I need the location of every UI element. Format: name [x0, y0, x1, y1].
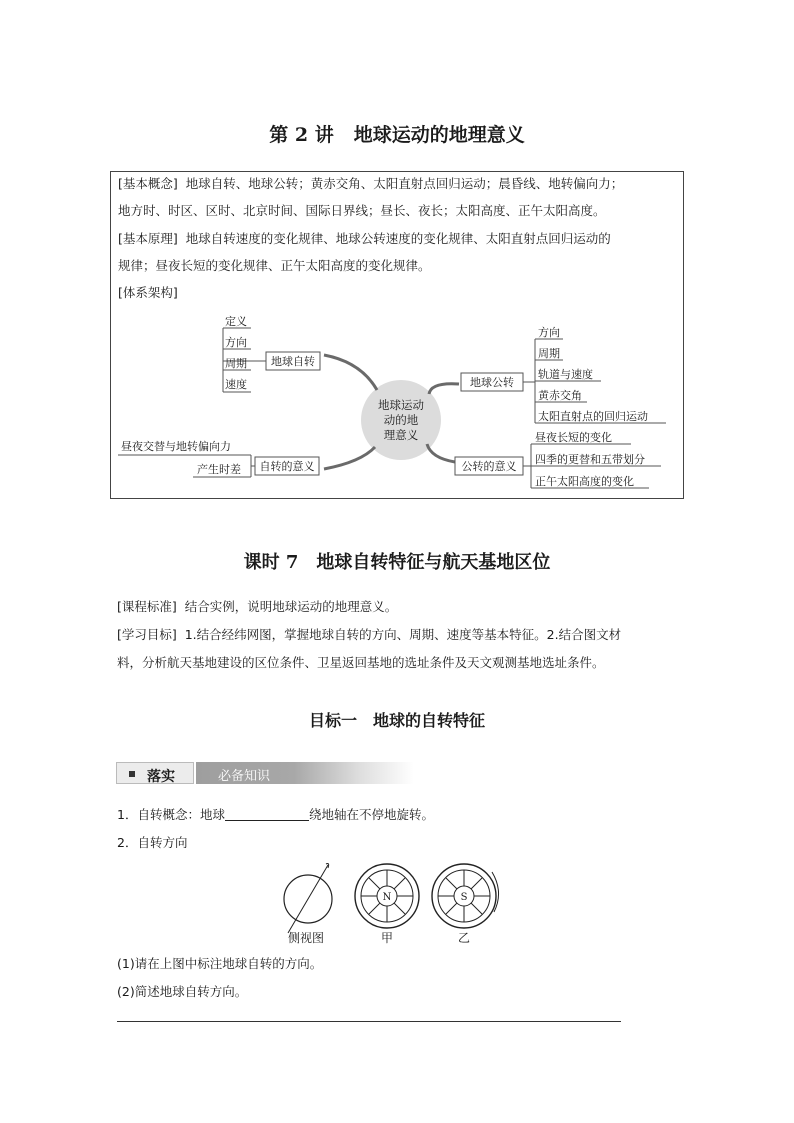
concepts-line-2: 地方时、时区、区时、北京时间、国际日界线；昼长、夜长；太阳高度、正午太阳高度。 — [118, 203, 606, 218]
mind-map — [111, 172, 685, 500]
standards-text: 结合实例，说明地球运动的地理意义。 — [184, 599, 398, 614]
banner-right — [196, 762, 414, 784]
revolution-item-obliquity: 黄赤交角 — [538, 389, 582, 402]
rotation-node-label: 地球自转 — [271, 355, 315, 368]
sub-question-1: (1)请在上图中标注地球自转的方向。 — [117, 956, 323, 971]
sub-question-2: (2)简述地球自转方向。 — [117, 984, 248, 999]
lecture-title — [0, 120, 794, 147]
principles-line-2: 规律；昼夜长短的变化规律、正午太阳高度的变化规律。 — [118, 258, 431, 273]
revolution-item-orbit-speed: 轨道与速度 — [538, 368, 593, 381]
rotation-item-speed: 速度 — [225, 378, 247, 391]
answer-line[interactable] — [117, 1021, 621, 1022]
branch-revolution — [429, 384, 459, 394]
overview-box — [110, 171, 684, 499]
rotation-significance-item-timediff: 产生时差 — [197, 463, 241, 476]
objectives-tag: [学习目标] — [117, 627, 177, 642]
concepts-tag: [基本概念] — [118, 176, 178, 191]
rotation-item-direction: 方向 — [225, 336, 247, 349]
north-pole-letter: N — [382, 892, 392, 903]
banner-label-implement: 落实 — [147, 769, 175, 785]
north-pole-view-icon — [355, 864, 419, 928]
branch-rotation-significance — [324, 447, 375, 469]
revolution-significance-item-seasons: 四季的更替和五带划分 — [535, 453, 645, 466]
revolution-significance-item-noon-altitude: 正午太阳高度的变化 — [535, 475, 634, 488]
revolution-significance-label: 公转的意义 — [461, 460, 517, 473]
principles-tag: [基本原理] — [118, 231, 178, 246]
branch-revolution-significance — [427, 444, 455, 462]
lesson-number: 课时 7 — [243, 552, 299, 573]
south-pole-letter: S — [460, 892, 468, 903]
revolution-node-label: 地球公转 — [470, 376, 514, 389]
goal-heading — [0, 708, 794, 731]
banner-left — [116, 762, 194, 784]
revolution-significance-item-daylength: 昼夜长短的变化 — [535, 431, 612, 444]
rotation-item-definition: 定义 — [225, 315, 247, 328]
lesson-title — [0, 548, 794, 574]
concepts-text-1: 地球自转、地球公转；黄赤交角、太阳直射点回归运动；晨昏线、地转偏向力； — [185, 176, 624, 191]
q1-blank[interactable] — [225, 806, 309, 821]
revolution-item-period: 周期 — [538, 347, 560, 360]
principles-text-1: 地球自转速度的变化规律、地球公转速度的变化规律、太阳直射点回归运动的 — [185, 231, 611, 246]
center-line-1: 地球运动 — [378, 398, 424, 412]
question-1 — [117, 806, 434, 824]
q1-before: 1．自转概念：地球 — [117, 807, 225, 822]
lesson-name: 地球自转特征与航天基地区位 — [316, 552, 551, 573]
course-standard — [117, 598, 397, 616]
learning-objectives-line-1 — [117, 626, 621, 644]
south-view-label: 乙 — [458, 931, 471, 945]
revolution-item-subsolar: 太阳直射点的回归运动 — [538, 410, 648, 423]
south-pole-view-icon — [432, 864, 499, 928]
section-banner — [116, 760, 406, 786]
square-bullet-icon — [129, 771, 135, 777]
framework-tag: [体系架构] — [118, 285, 178, 300]
side-view-label: 侧视图 — [288, 931, 325, 945]
standards-tag: [课程标准] — [117, 599, 177, 614]
rotation-significance-item-daynight: 昼夜交替与地转偏向力 — [121, 440, 231, 453]
question-2: 2．自转方向 — [117, 835, 188, 850]
branch-rotation — [324, 355, 377, 390]
objectives-text-1: 1.结合经纬网图，掌握地球自转的方向、周期、速度等基本特征。2.结合图文材 — [184, 627, 622, 642]
rotation-item-period: 周期 — [225, 357, 247, 370]
learning-objectives-line-2: 料，分析航天基地建设的区位条件、卫星返回基地的选址条件及天文观测基地选址条件。 — [117, 655, 605, 670]
center-line-3: 理意义 — [383, 428, 419, 442]
lecture-name: 地球运动的地理意义 — [353, 124, 525, 146]
goal-number: 目标一 — [308, 711, 357, 730]
lecture-number: 第 2 讲 — [269, 124, 334, 146]
rotation-figure — [280, 860, 520, 946]
north-view-label: 甲 — [381, 931, 394, 945]
goal-name: 地球的自转特征 — [373, 711, 486, 730]
revolution-item-direction: 方向 — [538, 326, 560, 339]
side-view-globe-icon — [284, 864, 332, 934]
banner-label-knowledge: 必备知识 — [218, 769, 271, 784]
q1-after: 绕地轴在不停地旋转。 — [308, 807, 434, 822]
rotation-significance-label: 自转的意义 — [259, 460, 315, 473]
center-line-2: 动的地 — [383, 413, 419, 427]
